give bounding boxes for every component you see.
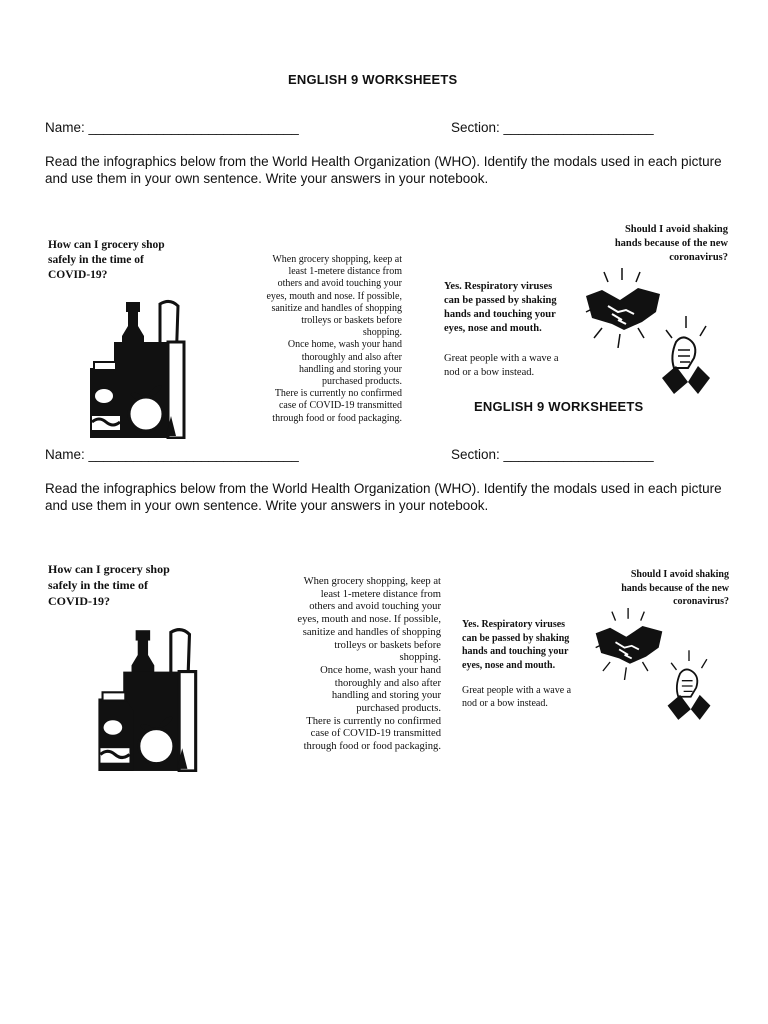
instructions-2: Read the infographics below from the World Health Organization (WHO). Identify the modals used in each picture and use them in your own sentence. Write your answers in your notebook. — [45, 481, 722, 513]
name-field[interactable]: Name: ____________________________ — [45, 120, 299, 135]
handshake-tip-2: Great people with a wave a nod or a bow instead. — [462, 685, 572, 709]
section-field-2[interactable]: Section: ____________________ — [451, 447, 654, 462]
handshake-icon — [582, 268, 664, 348]
grocery-question-2: How can I grocery shop safely in the time of COVID-19? — [48, 562, 170, 608]
grocery-question: How can I grocery shop safely in the time of COVID-19? — [48, 239, 165, 281]
raised-hands-icon-2 — [664, 650, 714, 722]
name-field-2[interactable]: Name: ____________________________ — [45, 447, 299, 462]
worksheet-title: ENGLISH 9 WORKSHEETS — [288, 72, 458, 87]
handshake-icon-2 — [592, 608, 666, 680]
handshake-answer: Yes. Respiratory viruses can be passed by shaking hands and touching your eyes, nose and mouth. — [444, 281, 557, 334]
grocery-advice-text-2: When grocery shopping, keep at least 1-metere distance from others and avoid touching your eyes, mouth and nose. If possible, sanitize and handles of shopping trolleys or baskets before shopping. Once home, wash your hand thoroughly and also after handling and storing your purchased products. There is currently no confirmed case of COVID-19 transmitted through food or food packaging. — [297, 576, 441, 753]
handshake-tip: Great people with a wave a nod or a bow instead. — [444, 353, 559, 378]
grocery-advice-text: When grocery shopping, keep at least 1-metere distance from others and avoid touching your eyes, mouth and nose. If possible, sanitize and handles of shopping trolleys or baskets before shopping. Once home, wash your hand thoroughly and also after handling and storing your purchased products. There is currently no confirmed case of COVID-19 transmitted through food or food packaging. — [266, 254, 402, 424]
handshake-question-2: Should I avoid shaking hands because of the new coronavirus? — [621, 569, 729, 607]
worksheet-title-2: ENGLISH 9 WORKSHEETS — [474, 399, 644, 414]
handshake-answer-2: Yes. Respiratory viruses can be passed by shaking hands and touching your eyes, nose and mouth. — [462, 619, 570, 671]
instructions: Read the infographics below from the World Health Organization (WHO). Identify the modals used in each picture and use them in your own sentence. Write your answers in your notebook. — [45, 154, 722, 186]
section-field[interactable]: Section: ____________________ — [451, 120, 654, 135]
grocery-bag-icon-2 — [92, 624, 200, 772]
raised-hands-icon — [658, 316, 714, 396]
grocery-bag-icon — [86, 296, 186, 439]
handshake-question: Should I avoid shaking hands because of the new coronavirus? — [614, 224, 728, 263]
